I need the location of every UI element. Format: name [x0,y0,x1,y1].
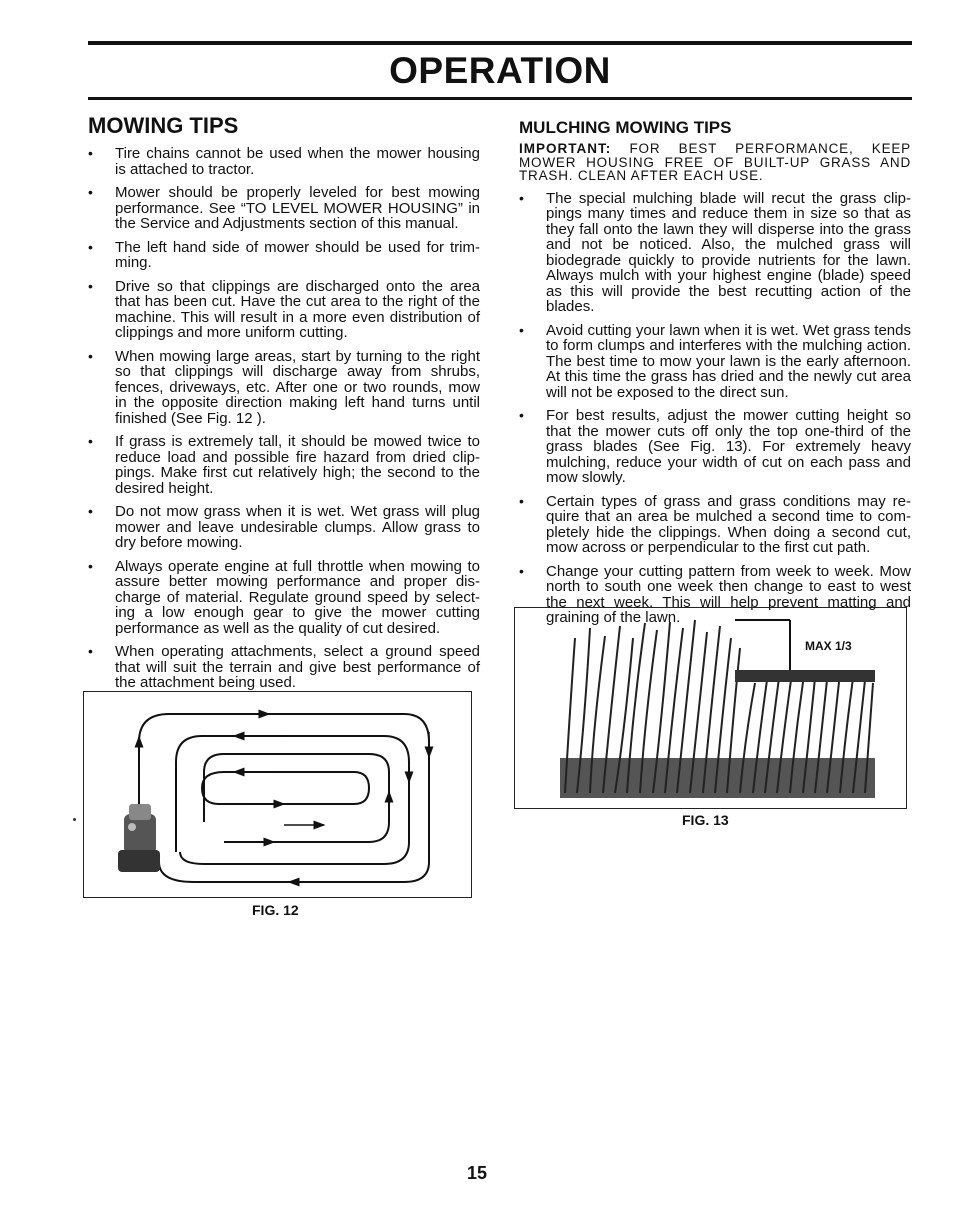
mulching-tips-list [519,191,911,626]
grass-drawing [515,608,906,808]
list-item: • Tire chains cannot be used when the mower housing is attached to tractor. [88,146,480,177]
list-item: • If grass is extremely tall, it should be mowed twice to reduce load and possible fire hazard from dried clip-pings. Make first cut relatively high; the second to the desired height. [88,434,480,496]
fig-13-caption: FIG. 13 [682,812,729,828]
header-rule-bottom [88,97,912,100]
list-item: • Drive so that clippings are discharged onto the area that has been cut. Have the cut area to the right of the machine. This will result in a more even distribution of clippings and more uniform cutting. [88,279,480,341]
list-item: • Do not mow grass when it is wet. Wet grass will plug mower and leave undesirable clumps. Allow grass to dry before mowing. [88,504,480,551]
list-item: • The special mulching blade will recut the grass clip-pings many times and reduce them in size so that as they fall onto the lawn they will disperse into the grass and not be noticed. Also, the mulched grass will biodegrade quickly to provide nutrients for the lawn. Always mulch with your highest engine (blade) speed as this will provide the best recutting action of the blades. [519,191,911,315]
mulching-tips-column [519,112,911,634]
fig-13-grass-height [514,607,907,809]
mowing-pattern-drawing [84,692,471,897]
mowing-tips-column [88,112,480,699]
mulching-tips-heading: MULCHING MOWING TIPS [519,118,732,137]
list-item: • Avoid cutting your lawn when it is wet. Wet grass tends to form clumps and interferes with the mulching action. The best time to mow your lawn is the early afternoon. At this time the grass has dried and the newly cut area will not be exposed to the direct sun. [519,323,911,401]
list-item: • Change your cutting pattern from week to week. Mow north to south one week then change to east to west the next week. This will help prevent matting and graining of the lawn. [519,564,911,626]
stray-mark [73,818,76,821]
list-item: • Always operate engine at full throttle when mowing to assure better mowing performance and proper dis-charge of material. Regulate ground speed by select-ing a low enough gear to give the mower cutting performance as well as the quality of cut desired. [88,559,480,637]
fig-12-mowing-pattern [83,691,472,898]
list-item: • Certain types of grass and grass conditions may re-quire that an area be mulched a second time to com-pletely hide the clippings. When doing a second cut, mow across or perpendicular to the first cut path. [519,494,911,556]
list-item: • When mowing large areas, start by turning to the right so that clippings will discharge away from shrubs, fences, driveways, etc. After one or two rounds, mow in the opposite direction making left hand turns until finished (See Fig. 12 ). [88,349,480,427]
list-item: • When operating attachments, select a ground speed that will suit the terrain and give best performance of the attachment being used. [88,644,480,691]
page-number: 15 [466,1163,488,1183]
tractor-icon [118,804,160,872]
list-item: • The left hand side of mower should be used for trim-ming. [88,240,480,271]
max-one-third-label: MAX 1/3 [805,639,852,653]
mowing-tips-list [88,146,480,691]
mowing-tips-heading: MOWING TIPS [88,113,239,138]
important-label: IMPORTANT: [519,141,612,156]
important-text: FOR BEST PERFORMANCE, KEEP MOWER HOUSING FREE OF BUILT-UP GRASS AND TRASH. CLEAN AFTER EACH USE. [519,141,911,183]
list-item: • Mower should be properly leveled for best mowing performance. See “TO LEVEL MOWER HOUSING” in the Service and Adjustments section of this manual. [88,185,480,232]
important-notice [519,142,911,183]
list-item: • For best results, adjust the mower cutting height so that the mower cuts off only the top one-third of the grass blades (See Fig. 13). For extremely heavy mulching, reduce your width of cut on each pass and mow slowly. [519,408,911,486]
fig-12-caption: FIG. 12 [252,902,299,918]
header-rule-top [88,41,912,45]
page-title: OPERATION [389,50,611,91]
